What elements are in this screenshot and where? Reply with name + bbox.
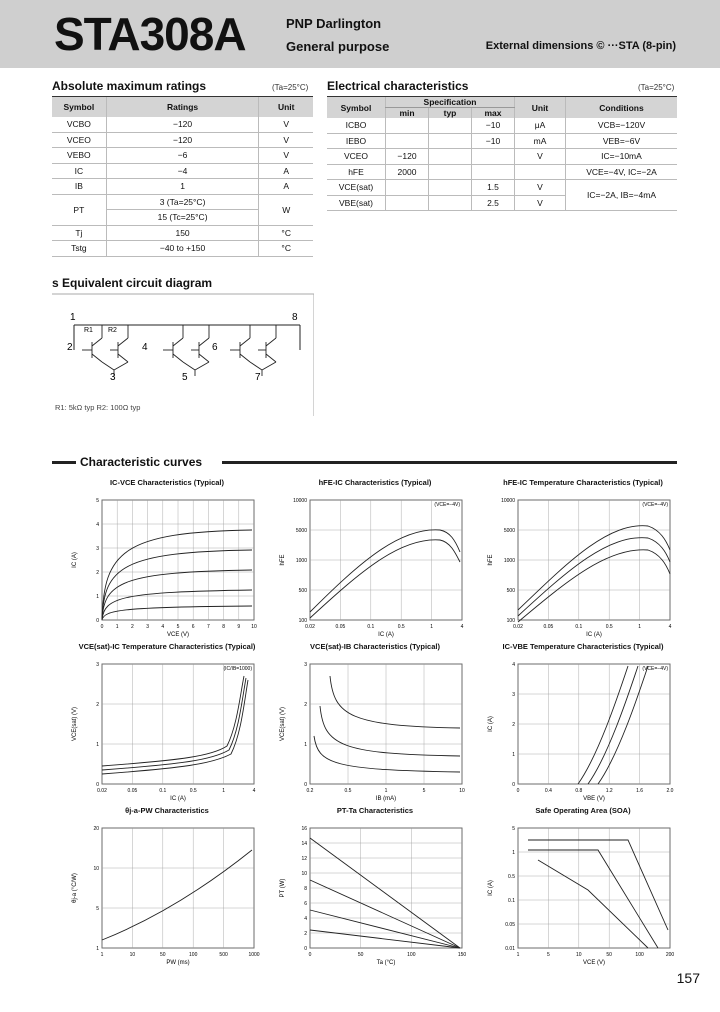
symbol-cell: hFE [327,164,386,180]
symbol-cell: VCEO [52,132,106,148]
rating-cell: 1 [106,179,259,195]
x-tick-label: 0.02 [305,624,315,630]
max-cell: 2.5 [472,195,515,211]
curve [310,530,460,612]
x-tick-label: 4 [252,788,256,794]
chart-plot [62,820,272,966]
y-tick-label: 5 [96,906,99,912]
y-tick-label: 20 [93,826,99,832]
col-symbol: Symbol [52,97,106,118]
col-symbol: Symbol [327,97,386,119]
pin-label: 7 [255,372,261,383]
table-row [52,163,313,179]
y-tick-label: 10000 [501,498,515,504]
conditions-cell: VEB=−6V [566,133,678,149]
chart-ic-vce [62,478,272,638]
chart-vcesat-ic-temperature [62,642,272,802]
max-cell: −10 [472,133,515,149]
min-cell: −120 [386,149,429,165]
x-tick-label: 0.05 [127,788,138,794]
resistor-label: R1 [84,327,93,334]
chart-plot [478,656,688,802]
table-row [327,149,677,165]
curve [102,570,252,620]
y-tick-label: 1 [304,742,307,748]
col-min: min [386,108,429,119]
table-row [52,179,313,195]
chart-title: Safe Operating Area (SOA) [535,806,631,815]
abs-max-title: Absolute maximum ratings [52,79,207,93]
curve [578,666,628,784]
x-tick-label: 1 [638,624,641,630]
unit-cell: V [259,132,313,148]
y-tick-label: 0 [512,782,515,788]
pin-label: 2 [67,342,73,353]
curve [310,540,460,618]
table-row [327,164,677,180]
min-cell: 2000 [386,164,429,180]
y-tick-label: 10 [93,866,99,872]
symbol-cell: IB [52,179,106,195]
col-unit: Unit [259,97,313,118]
x-tick-label: 50 [606,952,612,958]
y-tick-label: 2 [304,702,307,708]
table-row [52,132,313,148]
typ-cell [429,195,472,211]
x-tick-label: 0.2 [306,788,314,794]
pin-label: 4 [142,342,148,353]
chart-condition: (VCE=−4V) [642,666,668,672]
col-specification: Specification [386,97,515,108]
x-tick-label: 5 [422,788,426,794]
y-tick-label: 0.1 [508,898,515,904]
x-tick-label: 0.05 [543,624,554,630]
min-cell [386,180,429,196]
x-tick-label: 0.1 [367,624,375,630]
col-unit: Unit [515,97,566,119]
curve [518,538,670,616]
chart-condition: (VCE=−4V) [642,502,668,508]
pin-label: 8 [292,312,298,323]
x-tick-label: 500 [219,952,228,958]
y-tick-label: 4 [96,522,99,528]
x-tick-label: 0.1 [159,788,167,794]
y-axis-label: θj-a (°C/W) [72,873,78,903]
y-tick-label: 14 [301,841,307,847]
y-tick-label: 1000 [295,558,307,564]
x-tick-label: 0.1 [575,624,583,630]
max-cell [472,164,515,180]
x-tick-label: 9 [237,624,241,630]
rating-cell: −40 to +150 [106,241,259,257]
chart-hfe-ic [270,478,480,638]
typ-cell [429,149,472,165]
table-header-row [52,97,313,118]
chart-vcesat-ib [270,642,480,802]
curve [102,590,252,620]
y-tick-label: 8 [304,886,307,892]
x-tick-label: 1 [430,624,433,630]
characteristic-curves-heading [52,455,677,469]
chart-hfe-ic-temperature [478,478,688,638]
x-tick-label: 150 [457,952,467,958]
chart-title: IC-VBE Temperature Characteristics (Typical) [502,642,664,651]
x-tick-label: 50 [160,952,166,958]
conditions-cell: VCE=−4V, IC=−2A [566,164,678,180]
y-tick-label: 0.05 [505,922,515,928]
x-tick-label: 200 [665,952,675,958]
symbol-cell: Tj [52,225,106,241]
y-tick-label: 5000 [295,528,307,534]
part-number: STA308A [54,8,246,60]
conditions-cell: VCB=−120V [566,118,678,133]
x-tick-label: 0.05 [335,624,346,630]
y-tick-label: 5 [512,826,515,832]
col-max: max [472,108,515,119]
x-tick-label: 0.8 [575,788,583,794]
x-tick-label: 2.0 [666,788,674,794]
chart-ic-vbe-temperature [478,642,688,802]
subtitle-type: PNP Darlington [286,16,382,31]
y-axis-label: hFE [488,554,494,566]
y-tick-label: 10000 [293,498,307,504]
unit-cell: V [259,117,313,132]
x-axis-label: IC (A) [170,796,186,802]
x-tick-label: 10 [459,788,465,794]
x-tick-label: 5 [176,624,180,630]
y-tick-label: 100 [506,618,515,624]
rating-cell: −4 [106,163,259,179]
y-tick-label: 500 [298,588,307,594]
y-tick-label: 3 [96,662,99,668]
rating-cell: 150 [106,225,259,241]
min-cell [386,133,429,149]
chart-title: PT-Ta Characteristics [336,806,414,815]
y-tick-label: 2 [96,570,99,576]
unit-cell: V [259,148,313,164]
rating-cell: −6 [106,148,259,164]
y-tick-label: 3 [304,662,307,668]
curve [310,910,460,948]
rating-cell: −120 [106,117,259,132]
y-tick-label: 0 [304,946,307,952]
chart-plot [478,492,688,638]
y-tick-label: 4 [304,916,307,922]
x-tick-label: 3 [146,624,149,630]
x-tick-label: 1 [384,788,388,794]
chart-theta-pw [62,806,272,966]
page-number: 157 [676,970,700,986]
y-tick-label: 5000 [503,528,515,534]
chart-soa [478,806,688,966]
table-row [52,225,313,241]
chart-plot [62,656,272,802]
curve [528,840,668,930]
y-tick-label: 0.01 [505,946,515,952]
x-tick-label: 100 [189,952,198,958]
rating-cell: −120 [106,132,259,148]
x-axis-label: PW (ms) [166,960,190,966]
x-tick-label: 4 [668,624,672,630]
x-tick-label: 8 [222,624,225,630]
max-cell: 1.5 [472,180,515,196]
rating-cell: 15 (Tc=25°C) [106,210,259,226]
x-axis-label: VBE (V) [583,796,605,802]
pin-label: 6 [212,342,218,353]
elec-table [327,96,677,211]
heading-bar-left [52,461,76,464]
symbol-cell: Tstg [52,241,106,257]
pin-label: 1 [70,312,76,323]
elec-condition: (Ta=25°C) [638,83,675,92]
y-tick-label: 1 [96,594,99,600]
y-tick-label: 100 [298,618,307,624]
x-tick-label: 1 [222,788,225,794]
curve [310,838,460,948]
symbol-cell: ICBO [327,118,386,133]
y-axis-label: VCE(sat) (V) [72,706,78,742]
y-tick-label: 16 [301,826,307,832]
x-tick-label: 4 [161,624,165,630]
x-tick-label: 100 [407,952,416,958]
curve [320,706,460,756]
x-axis-label: VCE (V) [166,632,190,638]
y-tick-label: 500 [506,588,515,594]
y-tick-label: 1 [96,742,99,748]
curve [330,676,460,728]
x-axis-label: IC (A) [586,632,602,638]
col-ratings: Ratings [106,97,259,118]
x-tick-label: 1 [115,624,119,630]
y-tick-label: 2 [512,722,515,728]
conditions-cell: IC=−2A, IB=−4mA [566,180,678,211]
unit-cell: A [259,179,313,195]
x-tick-label: 100 [635,952,644,958]
curve [102,606,252,620]
y-tick-label: 0 [96,618,99,624]
symbol-cell: IC [52,163,106,179]
y-axis-label: PT (W) [280,878,286,898]
abs-max-condition: (Ta=25°C) [272,83,309,92]
header-band [0,0,720,68]
table-row [327,118,677,133]
curve [102,550,252,620]
chart-plot [270,492,480,638]
y-tick-label: 1000 [503,558,515,564]
chart-plot [62,492,272,638]
y-axis-label: VCE(sat) (V) [280,706,286,742]
unit-cell: V [515,180,566,196]
heading-bar-right [222,461,677,464]
unit-cell: °C [259,241,313,257]
chart-condition: (VCE=−4V) [434,502,460,508]
x-axis-label: VCE (V) [582,960,606,966]
curve [314,736,460,772]
typ-cell [429,180,472,196]
min-cell [386,195,429,211]
curve [310,880,460,948]
y-tick-label: 0.5 [508,874,515,880]
conditions-cell: IC=−10mA [566,149,678,165]
chart-title: IC-VCE Characteristics (Typical) [109,478,225,487]
chart-title: hFE-IC Characteristics (Typical) [318,478,432,487]
symbol-cell: VCEO [327,149,386,165]
y-tick-label: 12 [301,856,307,862]
x-tick-label: 10 [576,952,582,958]
pin-label: 5 [182,372,188,383]
curve [102,676,244,766]
x-tick-label: 10 [251,624,257,630]
y-tick-label: 6 [304,901,307,907]
curve [102,680,248,774]
max-cell [472,149,515,165]
y-tick-label: 3 [96,546,99,552]
table-header-row [327,97,677,108]
unit-cell: A [259,163,313,179]
abs-max-table [52,96,313,257]
y-tick-label: 0 [96,782,99,788]
rating-cell: 3 (Ta=25°C) [106,194,259,210]
y-tick-label: 2 [96,702,99,708]
x-tick-label: 0.5 [397,624,405,630]
table-row [52,148,313,164]
table-row [52,117,313,132]
plot-frame [102,664,254,784]
min-cell [386,118,429,133]
external-dimensions: External dimensions © ···STA (8-pin) [485,40,676,52]
curve [588,666,638,784]
chart-pt-ta [270,806,480,966]
equivalent-circuit-diagram [52,290,314,416]
circuit-note: R1: 5kΩ typ R2: 100Ω typ [55,403,141,412]
unit-cell: °C [259,225,313,241]
x-tick-label: 1.6 [636,788,644,794]
x-tick-label: 0 [100,624,104,630]
y-axis-label: IC (A) [488,716,494,732]
symbol-cell: PT [52,194,106,225]
x-tick-label: 7 [207,624,210,630]
col-typ: typ [429,108,472,119]
y-tick-label: 0 [304,782,307,788]
x-tick-label: 0 [308,952,312,958]
chart-title: VCE(sat)-IC Temperature Characteristics (Typical) [78,642,256,651]
typ-cell [429,118,472,133]
chart-condition: (IC/IB=1000) [223,666,252,672]
symbol-cell: VCBO [52,117,106,132]
subtitle-use: General purpose [286,39,390,54]
chart-plot [478,820,688,966]
x-tick-label: 10 [129,952,136,958]
x-tick-label: 0.02 [513,624,523,630]
x-tick-label: 50 [357,952,364,958]
chart-title: VCE(sat)-IB Characteristics (Typical) [310,642,440,651]
y-axis-label: hFE [280,554,286,566]
max-cell: −10 [472,118,515,133]
y-axis-label: IC (A) [488,880,494,896]
y-tick-label: 10 [301,871,307,877]
x-tick-label: 1 [100,952,104,958]
elec-title: Electrical characteristics [327,79,469,93]
chart-plot [270,820,480,966]
y-tick-label: 2 [304,931,307,937]
x-tick-label: 0.5 [344,788,352,794]
table-row [52,241,313,257]
chart-title: hFE-IC Temperature Characteristics (Typical) [503,478,663,487]
chart-plot [270,656,480,802]
unit-cell: mA [515,133,566,149]
y-tick-label: 3 [512,692,515,698]
typ-cell [429,164,472,180]
table-row [327,180,677,196]
curves-title-text: Characteristic curves [76,455,206,469]
x-tick-label: 6 [191,624,195,630]
symbol-cell: VEBO [52,148,106,164]
y-tick-label: 1 [96,946,99,952]
curve [102,678,246,770]
x-tick-label: 1.2 [605,788,613,794]
x-tick-label: 2 [131,624,134,630]
chart-title: θj-a-PW Characteristics [125,806,209,815]
unit-cell: V [515,195,566,211]
curve [102,850,252,940]
curve [598,666,648,784]
unit-cell: μA [515,118,566,133]
typ-cell [429,133,472,149]
symbol-cell: VBE(sat) [327,195,386,211]
y-tick-label: 1 [512,752,515,758]
curve [310,930,460,948]
curve [518,550,670,622]
y-tick-label: 4 [512,662,515,668]
x-tick-label: 0 [516,788,520,794]
y-tick-label: 1 [512,850,515,856]
resistor-label: R2 [108,327,117,334]
x-tick-label: 0.4 [544,788,552,794]
unit-cell: W [259,194,313,225]
x-axis-label: IC (A) [378,632,394,638]
symbol-cell: VCE(sat) [327,180,386,196]
x-tick-label: 0.02 [97,788,107,794]
table-row [52,194,313,210]
pin-label: 3 [110,372,116,383]
x-tick-label: 5 [547,952,550,958]
y-tick-label: 5 [96,498,99,504]
x-axis-label: IB (mA) [375,796,397,802]
x-tick-label: 0.5 [189,788,197,794]
circuit-title: s Equivalent circuit diagram [52,276,213,290]
col-conditions: Conditions [566,97,678,119]
x-axis-label: Ta (°C) [376,960,396,966]
unit-cell [515,164,566,180]
x-tick-label: 1000 [248,952,260,958]
symbol-cell: IEBO [327,133,386,149]
y-axis-label: IC (A) [72,552,78,568]
table-row [327,133,677,149]
x-tick-label: 4 [460,624,464,630]
x-tick-label: 1 [516,952,520,958]
x-tick-label: 0.5 [605,624,613,630]
unit-cell: V [515,149,566,165]
